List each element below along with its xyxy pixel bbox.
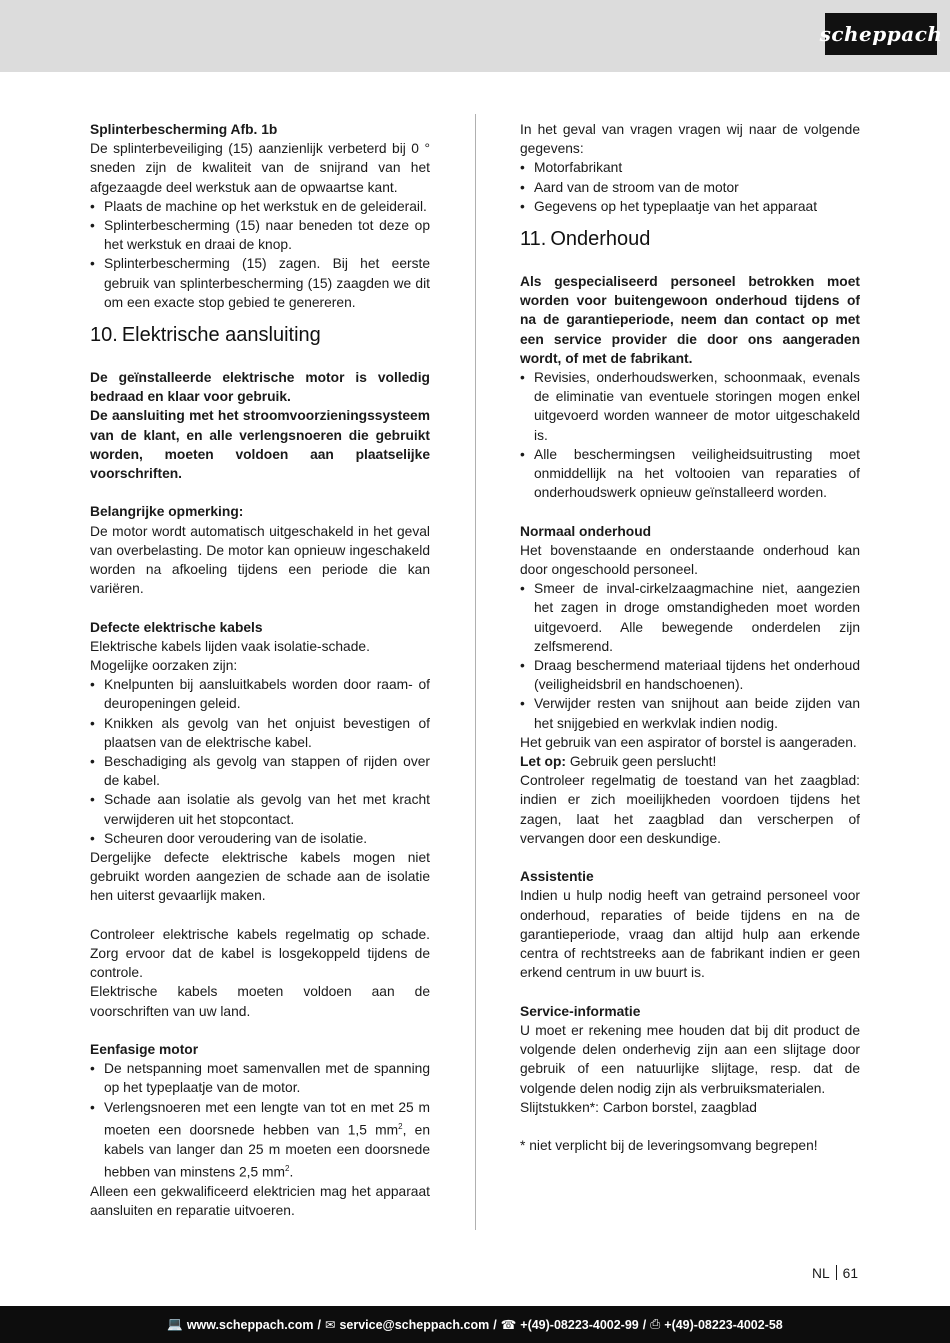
header-bar [0,0,950,72]
computer-icon: 💻 [167,1317,183,1331]
section-title-normal-maintenance: Normaal onderhoud [520,523,652,539]
list-item: • Knikken als gevolg van het onjuist bevestigen of plaatsen van de elektrische kabel. [90,714,430,752]
list-item: • Verwijder resten van snijhout aan beide zijden van het snijgebied en werkvlak indien nodig. [520,694,860,732]
paragraph: Controleer elektrische kabels regelmatig op schade. Zorg ervoor dat de kabel is losgekoppeld tijdens de controle. [90,926,430,981]
chapter-heading-11: 11. Onderhoud [520,228,651,251]
paragraph: De motor wordt automatisch uitgeschakeld in het geval van overbelasting. De motor kan opnieuw ingeschakeld worden na afkoeling tijdens een periode die kan variëren. [90,523,430,597]
footnote: * niet verplicht bij de leveringsomvang begrepen! [520,1138,818,1154]
list-item: • Schade aan isolatie als gevolg van het met kracht verwijderen uit het stopcontact. [90,790,430,828]
list-item: • De netspanning moet samenvallen met de spanning op het typeplaatje van de motor. [90,1059,430,1097]
phone-icon: ☎ [500,1318,517,1332]
list-item: • Splinterbescherming (15) zagen. Bij het eerste gebruik van splinterbescherming (15) zaagden we dit om een exacte stop gebied te genereren. [90,254,430,312]
section-title-single-phase: Eenfasige motor [90,1042,199,1058]
paragraph: Controleer regelmatig de toestand van het zaagblad: indien er zich moeilijkheden voordoen tijdens het zagen, laat het zaagblad dan verscherpen of vervangen door een deskundige. [520,773,860,846]
paragraph: Het gebruik van een aspirator of borstel is aangeraden. [520,734,857,750]
list-item: • Knelpunten bij aansluitkabels worden door raam- of deuropeningen geleid. [90,675,430,713]
footer-web-link[interactable]: www.scheppach.com [186,1317,314,1332]
section-title-note: Belangrijke opmerking: [90,504,244,520]
paragraph-bold: Als gespecialiseerd personeel betrokken moet worden voor buitengewoon onderhoud tijdens of na de garantieperiode, neem dan contact op met een service provider die door ons aangeraden wordt, of met de fabrikant. [520,274,860,366]
bullet-list [90,1059,430,1181]
paragraph-bold: De aansluiting met het stroomvoorzieningssysteem van de klant, en alle verlengsnoeren die gebruikt worden, moeten voldoen aan plaatselijke voorschriften. [90,408,430,482]
list-item: • Alle beschermingsen veiligheidsuitrusting moet onmiddellijk na het voltooien van reparaties of onderhoudswerk opnieuw geïnstalleerd worden. [520,445,860,503]
section-title-service-info: Service-informatie [520,1003,641,1019]
footer-email-link[interactable]: service@scheppach.com [339,1317,490,1332]
brand-name: scheppach [819,22,943,46]
list-item: • Scheuren door veroudering van de isolatie. [90,829,430,848]
list-item: • Splinterbescherming (15) naar beneden tot deze op het werkstuk en draai de knop. [90,216,430,254]
list-item: • Verlengsnoeren met een lengte van tot en met 25 m moeten een doorsnede hebben van 1,5 $mm^2$, en kabels van langer dan 25 m moeten een doorsnede hebben van minstens 2,5 $mm^2$. [90,1098,430,1182]
section-title-cables: Defecte elektrische kabels [90,619,263,635]
list-item: • Plaats de machine op het werkstuk en de geleiderail. [90,197,430,216]
paragraph: Indien u hulp nodig heeft van getraind personeel voor onderhoud, reparaties of beide tijdens en na de garantieperiode, vraag dan altijd hulp aan erkende centra of rechtstreeks aan de fabrikant indien er geen erkend centrum in uw buurt is. [520,888,860,981]
list-item: • Revisies, onderhoudswerken, schoonmaak, evenals de eliminatie van eventuele storingen mogen enkel uitgevoerd worden wanneer de motor uitgeschakeld is. [520,368,860,445]
section-title-splinter: Splinterbescherming Afb. 1b [90,122,278,137]
attention-line: Let op: Gebruik geen perslucht! [520,754,717,770]
paragraph: In het geval van vragen vragen wij naar de volgende gegevens: [520,122,860,157]
bullet-list [90,197,430,312]
list-item: • Smeer de inval-cirkelzaagmachine niet, aangezien het zagen in droge omstandigheden moet worden uitgevoerd. Alle bewegende onderdelen zijn zelfsmerend. [520,579,860,656]
list-item: • Motorfabrikant [520,158,860,177]
paragraph-bold: De geïnstalleerde elektrische motor is volledig bedraad en klaar voor gebruik. [90,370,430,405]
bullet-list [520,158,860,216]
fax-icon: ⎙ [650,1317,661,1331]
paragraph: Elektrische kabels lijden vaak isolatie-schade. [90,638,370,654]
paragraph: Slijtstukken*: Carbon borstel, zaagblad [520,1099,757,1115]
chapter-heading-10: 10. Elektrische aansluiting [90,324,321,347]
list-item: • Gegevens op het typeplaatje van het apparaat [520,197,860,216]
bullet-list [520,368,860,502]
bullet-list [520,579,860,733]
email-icon: ✉ [324,1318,336,1332]
list-item: • Beschadiging als gevolg van stappen of rijden over de kabel. [90,752,430,790]
paragraph: Het bovenstaande en onderstaande onderhoud kan door ongeschoold personeel. [520,542,860,578]
paragraph: Dergelijke defecte elektrische kabels mogen niet gebruikt worden aangezien de schade aan de isolatie hen uiterst gevaarlijk maken. [90,850,430,904]
footer-bar: 💻 www.scheppach.com / ✉ service@scheppach.com / ☎ +(49)-08223-4002-99 / ⎙ +(49)-08223-4002-58 [0,1306,950,1343]
page-number: NL 61 [812,1266,858,1281]
paragraph: Alleen een gekwalificeerd elektricien mag het apparaat aansluiten en reparatie uitvoeren. [90,1183,430,1218]
footer-fax: +(49)-08223-4002-58 [664,1317,783,1332]
paragraph: U moet er rekening mee houden dat bij dit product de volgende delen onderhevig zijn aan een slijtage door gebruik of een natuurlijke slijtage, resp. dat de volgende delen nodig zijn als verbruiksmaterialen. [520,1022,860,1096]
bullet-list [90,675,430,848]
left-column [90,120,430,1220]
paragraph: De splinterbeveiliging (15) aanzienlijk verbeterd bij 0 ° sneden zijn de kwaliteit van de snijrand van het afgezaagde deel werkstuk aan de opwaartse kant. [90,141,430,195]
paragraph: Elektrische kabels moeten voldoen aan de voorschriften van uw land. [90,984,430,1019]
list-item: • Draag beschermend materiaal tijdens het onderhoud (veiligheidsbril en handschoenen). [520,656,860,694]
footer-phone: +(49)-08223-4002-99 [520,1317,639,1332]
section-title-assistance: Assistentie [520,869,594,885]
list-item: • Aard van de stroom van de motor [520,178,860,197]
paragraph: Mogelijke oorzaken zijn: [90,658,238,674]
right-column [520,120,860,1155]
brand-logo [819,13,943,55]
column-divider [475,114,476,1230]
